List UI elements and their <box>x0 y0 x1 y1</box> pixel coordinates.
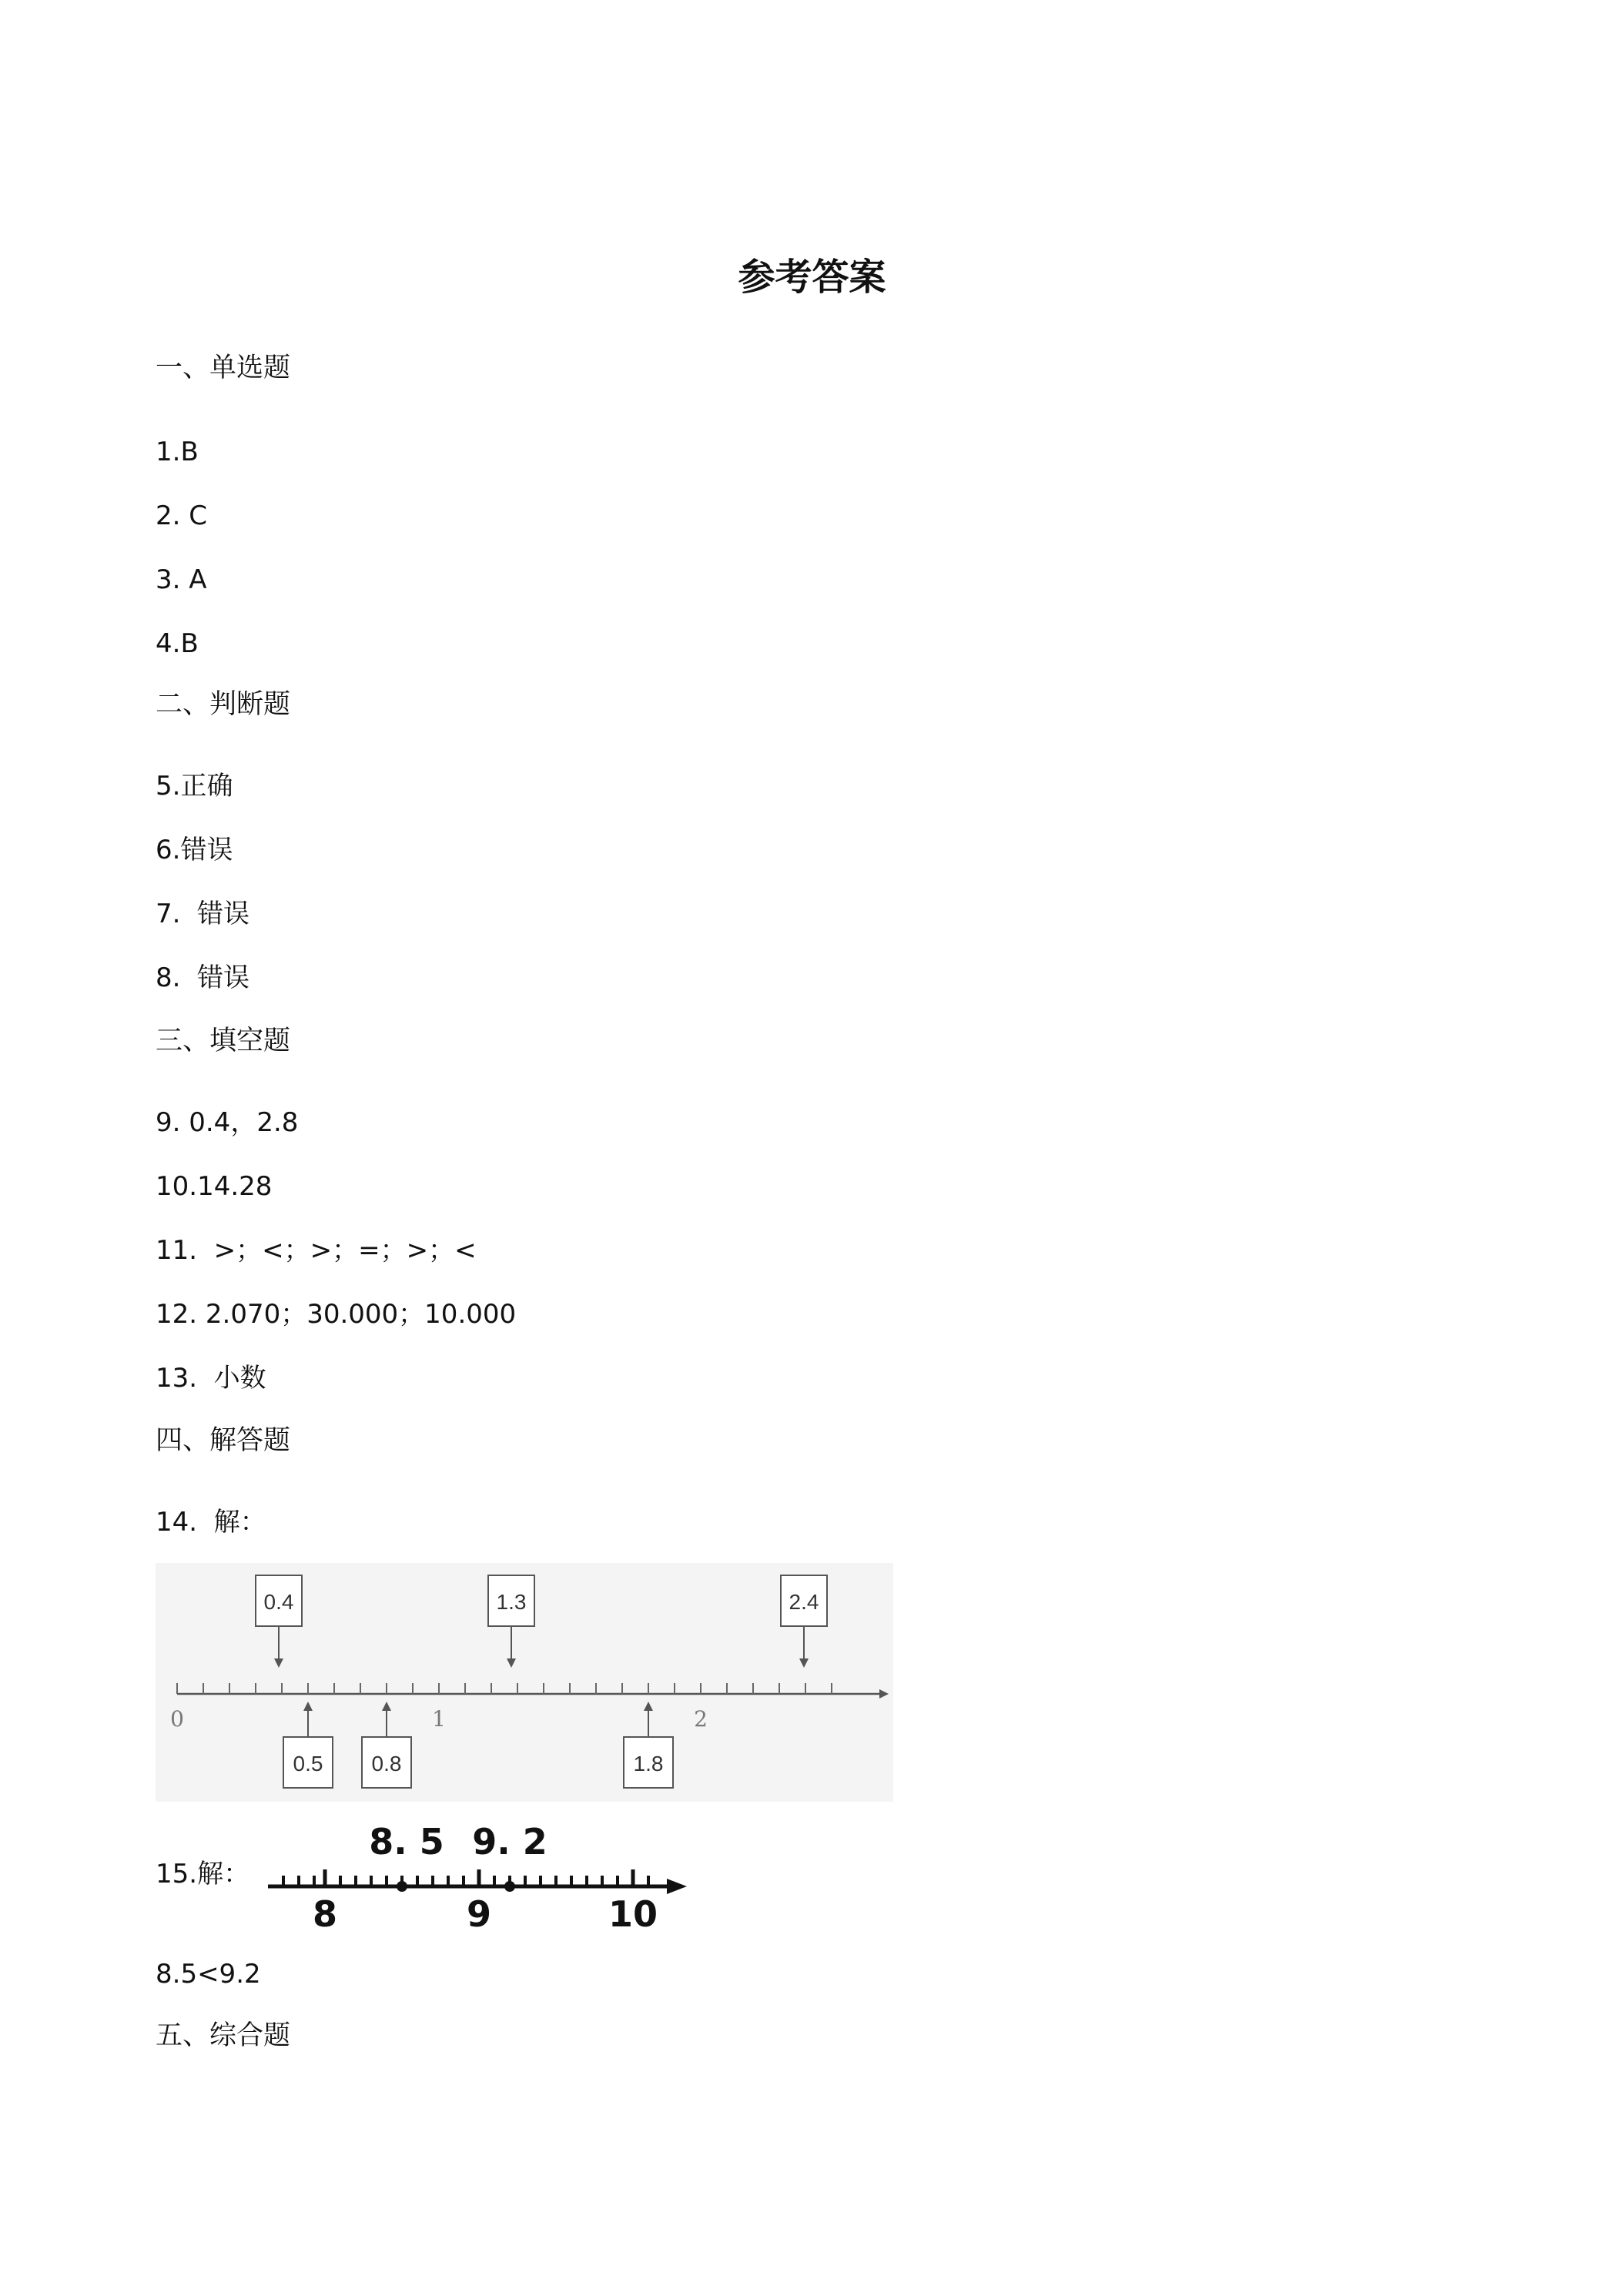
answer-9: 9. 0.4，2.8 <box>156 1107 299 1138</box>
answer-5: 5.正确 <box>156 771 233 802</box>
section-heading-true-false: 二、判断题 <box>156 689 291 720</box>
axis-label-10: 10 <box>608 1893 658 1933</box>
box-value: 1.8 <box>633 1752 664 1776</box>
number-line-figure-1 <box>156 1563 893 1802</box>
mark-label-8-5: 8. 5 <box>369 1821 444 1863</box>
answer-15-label: 15.解： <box>156 1859 250 1889</box>
answer-2: 2. C <box>156 500 207 531</box>
box-value: 0.8 <box>371 1752 402 1776</box>
answer-14-label: 14. 解： <box>156 1507 266 1538</box>
point-9-2 <box>504 1881 515 1892</box>
page-title: 参考答案 <box>738 256 886 299</box>
box-value: 2.4 <box>789 1590 819 1614</box>
answer-1: 1.B <box>156 437 199 467</box>
answer-10: 10.14.28 <box>156 1171 273 1202</box>
section-heading-fill-blank: 三、填空题 <box>156 1026 291 1056</box>
box-value: 0.4 <box>263 1590 294 1614</box>
box-value: 0.5 <box>293 1752 323 1776</box>
answer-13: 13. 小数 <box>156 1363 266 1394</box>
answer-4: 4.B <box>156 628 199 659</box>
axis-ticks <box>283 1869 648 1886</box>
answer-6: 6.错误 <box>156 835 233 865</box>
section-heading-comprehensive: 五、综合题 <box>156 2020 291 2051</box>
axis-label-2: 2 <box>694 1706 708 1732</box>
answer-7: 7. 错误 <box>156 899 250 929</box>
axis-label-0: 0 <box>170 1706 184 1732</box>
axis-label-8: 8 <box>312 1893 338 1933</box>
axis-label-1: 1 <box>432 1706 446 1732</box>
answer-3: 3. A <box>156 564 207 595</box>
point-8-5 <box>397 1881 407 1892</box>
mark-label-9-2: 9. 2 <box>472 1821 547 1863</box>
answer-8: 8. 错误 <box>156 962 250 993</box>
section-heading-solve: 四、解答题 <box>156 1425 291 1456</box>
axis-label-9: 9 <box>466 1893 492 1933</box>
number-line-figure-2 <box>262 1817 693 1933</box>
answer-15-result: 8.5<9.2 <box>156 1959 261 1990</box>
answer-12: 12. 2.070；30.000；10.000 <box>156 1299 517 1330</box>
axis-arrowhead <box>667 1879 687 1894</box>
section-heading-single-choice: 一、单选题 <box>156 353 291 383</box>
answer-11: 11. >；<；>；=；>；< <box>156 1235 477 1266</box>
box-value: 1.3 <box>496 1590 527 1614</box>
